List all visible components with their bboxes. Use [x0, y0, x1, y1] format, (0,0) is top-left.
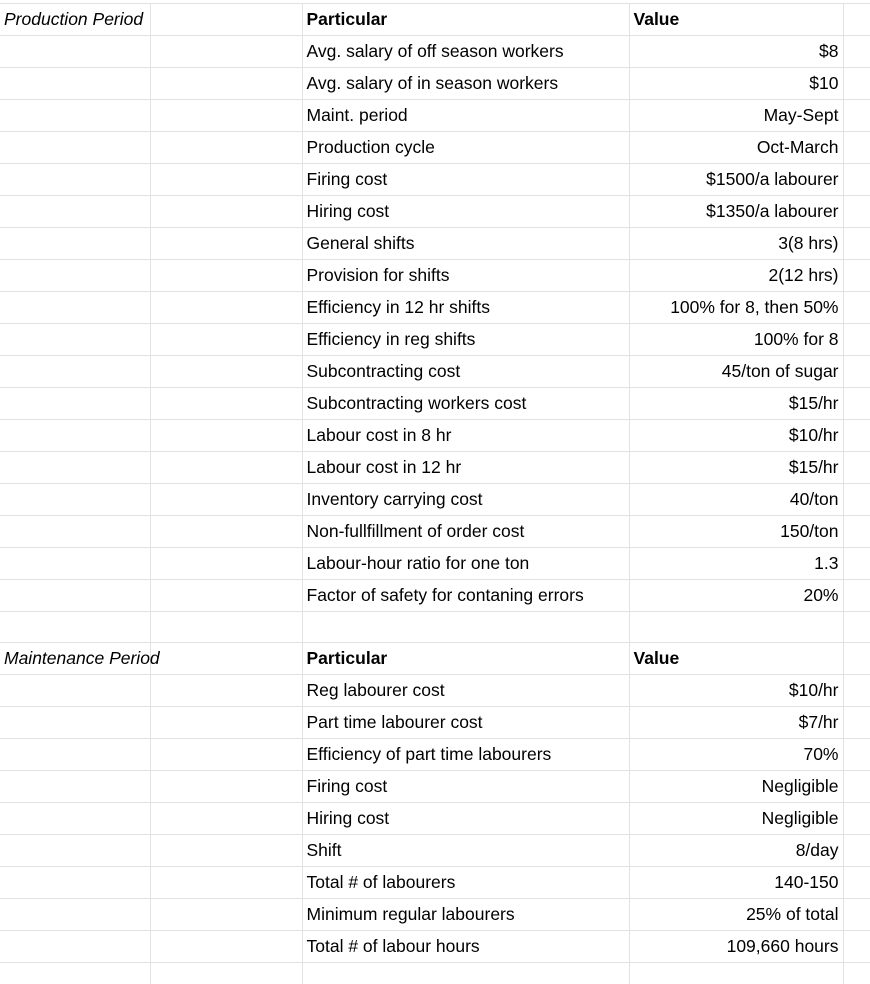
empty-cell[interactable]	[843, 228, 870, 260]
particular-cell[interactable]: Provision for shifts	[302, 260, 629, 292]
table-row	[0, 803, 870, 835]
empty-cell[interactable]	[0, 963, 150, 984]
value-cell[interactable]: 150/ton	[629, 516, 843, 548]
empty-cell[interactable]	[843, 803, 870, 835]
empty-cell[interactable]	[843, 324, 870, 356]
empty-cell[interactable]	[150, 420, 302, 452]
empty-cell[interactable]	[150, 899, 302, 931]
empty-cell[interactable]	[843, 963, 870, 984]
table-row	[0, 931, 870, 963]
particular-cell[interactable]: Subcontracting cost	[302, 356, 629, 388]
table-row	[0, 739, 870, 771]
empty-cell[interactable]	[0, 675, 150, 707]
empty-cell[interactable]	[0, 36, 150, 68]
empty-cell[interactable]	[0, 803, 150, 835]
value-cell[interactable]: 40/ton	[629, 484, 843, 516]
empty-cell[interactable]	[150, 963, 302, 984]
empty-cell[interactable]	[843, 388, 870, 420]
empty-cell[interactable]	[0, 835, 150, 867]
value-cell[interactable]: $7/hr	[629, 707, 843, 739]
empty-cell[interactable]	[150, 324, 302, 356]
empty-cell[interactable]	[150, 835, 302, 867]
particular-cell[interactable]: Maint. period	[302, 100, 629, 132]
empty-cell[interactable]	[150, 452, 302, 484]
empty-cell[interactable]	[843, 4, 870, 36]
empty-cell[interactable]	[0, 420, 150, 452]
empty-cell[interactable]	[0, 484, 150, 516]
table-row	[0, 867, 870, 899]
empty-cell[interactable]	[0, 196, 150, 228]
value-cell[interactable]: 100% for 8	[629, 324, 843, 356]
empty-cell[interactable]	[0, 324, 150, 356]
table-row	[0, 452, 870, 484]
table-row	[0, 196, 870, 228]
empty-cell[interactable]	[0, 228, 150, 260]
empty-cell[interactable]	[843, 931, 870, 963]
empty-cell[interactable]	[843, 196, 870, 228]
empty-cell[interactable]	[0, 771, 150, 803]
particular-cell[interactable]: Production cycle	[302, 132, 629, 164]
maintenance-section-label[interactable]: Maintenance Period	[0, 643, 150, 675]
empty-cell[interactable]	[150, 164, 302, 196]
table-row	[0, 100, 870, 132]
particular-cell[interactable]: Avg. salary of in season workers	[302, 68, 629, 100]
empty-cell[interactable]	[150, 36, 302, 68]
table-row	[0, 68, 870, 100]
table-row	[0, 36, 870, 68]
value-cell[interactable]: 109,660 hours	[629, 931, 843, 963]
particular-cell[interactable]: Hiring cost	[302, 803, 629, 835]
value-cell[interactable]: $1350/a labourer	[629, 196, 843, 228]
value-cell[interactable]: $10	[629, 68, 843, 100]
particular-cell[interactable]: General shifts	[302, 228, 629, 260]
value-cell[interactable]: 70%	[629, 739, 843, 771]
empty-cell[interactable]	[150, 516, 302, 548]
empty-cell[interactable]	[0, 516, 150, 548]
table-row	[0, 771, 870, 803]
value-cell[interactable]: 2(12 hrs)	[629, 260, 843, 292]
value-cell[interactable]: $10/hr	[629, 420, 843, 452]
empty-cell[interactable]	[150, 196, 302, 228]
empty-cell[interactable]	[843, 100, 870, 132]
table-row	[0, 260, 870, 292]
empty-cell[interactable]	[843, 739, 870, 771]
empty-cell[interactable]	[843, 580, 870, 612]
particular-cell[interactable]: Reg labourer cost	[302, 675, 629, 707]
table-row	[0, 356, 870, 388]
empty-cell[interactable]	[150, 580, 302, 612]
table-row	[0, 132, 870, 164]
table-row	[0, 292, 870, 324]
empty-cell[interactable]	[150, 356, 302, 388]
empty-cell[interactable]	[150, 739, 302, 771]
value-header[interactable]: Value	[629, 643, 843, 675]
empty-cell[interactable]	[0, 899, 150, 931]
empty-cell[interactable]	[843, 452, 870, 484]
value-header[interactable]: Value	[629, 4, 843, 36]
value-cell[interactable]: $15/hr	[629, 452, 843, 484]
empty-cell[interactable]	[843, 612, 870, 643]
value-cell[interactable]: 8/day	[629, 835, 843, 867]
table-row	[0, 580, 870, 612]
particular-header[interactable]: Particular	[302, 643, 629, 675]
production-section-label[interactable]: Production Period	[0, 4, 150, 36]
particular-cell[interactable]: Shift	[302, 835, 629, 867]
value-cell[interactable]: 3(8 hrs)	[629, 228, 843, 260]
empty-cell[interactable]	[302, 612, 629, 643]
particular-cell[interactable]: Total # of labourers	[302, 867, 629, 899]
value-cell[interactable]: $8	[629, 36, 843, 68]
particular-cell[interactable]: Labour cost in 8 hr	[302, 420, 629, 452]
empty-cell[interactable]	[0, 164, 150, 196]
value-cell[interactable]: $1500/a labourer	[629, 164, 843, 196]
empty-cell[interactable]	[0, 739, 150, 771]
empty-cell[interactable]	[0, 707, 150, 739]
empty-cell[interactable]	[150, 707, 302, 739]
empty-cell[interactable]	[0, 132, 150, 164]
empty-row	[0, 963, 870, 984]
table-row	[0, 484, 870, 516]
empty-cell[interactable]	[150, 643, 302, 675]
particular-cell[interactable]: Efficiency of part time labourers	[302, 739, 629, 771]
table-row	[0, 548, 870, 580]
table-row	[0, 835, 870, 867]
empty-cell[interactable]	[629, 612, 843, 643]
empty-cell[interactable]	[0, 292, 150, 324]
empty-cell[interactable]	[0, 931, 150, 963]
empty-cell[interactable]	[0, 580, 150, 612]
empty-cell[interactable]	[843, 356, 870, 388]
particular-cell[interactable]: Total # of labour hours	[302, 931, 629, 963]
table-row	[0, 388, 870, 420]
particular-cell[interactable]: Non-fullfillment of order cost	[302, 516, 629, 548]
empty-cell[interactable]	[843, 68, 870, 100]
value-cell[interactable]: Oct-March	[629, 132, 843, 164]
particular-cell[interactable]: Labour cost in 12 hr	[302, 452, 629, 484]
particular-cell[interactable]: Minimum regular labourers	[302, 899, 629, 931]
empty-cell[interactable]	[629, 963, 843, 984]
particular-cell[interactable]: Inventory carrying cost	[302, 484, 629, 516]
empty-cell[interactable]	[0, 612, 150, 643]
empty-cell[interactable]	[150, 931, 302, 963]
empty-cell[interactable]	[150, 803, 302, 835]
empty-cell[interactable]	[843, 899, 870, 931]
table-row	[0, 324, 870, 356]
particular-header[interactable]: Particular	[302, 4, 629, 36]
table-row	[0, 228, 870, 260]
value-cell[interactable]: Negligible	[629, 803, 843, 835]
value-cell[interactable]: 45/ton of sugar	[629, 356, 843, 388]
empty-cell[interactable]	[843, 548, 870, 580]
particular-cell[interactable]: Part time labourer cost	[302, 707, 629, 739]
table-row	[0, 707, 870, 739]
value-cell[interactable]: 20%	[629, 580, 843, 612]
value-cell[interactable]: 1.3	[629, 548, 843, 580]
empty-cell[interactable]	[843, 420, 870, 452]
empty-cell[interactable]	[843, 771, 870, 803]
value-cell[interactable]: May-Sept	[629, 100, 843, 132]
empty-cell[interactable]	[843, 164, 870, 196]
empty-cell[interactable]	[0, 68, 150, 100]
table-row	[0, 164, 870, 196]
empty-cell[interactable]	[150, 388, 302, 420]
empty-cell[interactable]	[150, 100, 302, 132]
value-cell[interactable]: 140-150	[629, 867, 843, 899]
maintenance-header-row	[0, 643, 870, 675]
empty-row	[0, 612, 870, 643]
particular-cell[interactable]: Factor of safety for contaning errors	[302, 580, 629, 612]
empty-cell[interactable]	[150, 68, 302, 100]
empty-cell[interactable]	[843, 675, 870, 707]
particular-cell[interactable]: Firing cost	[302, 771, 629, 803]
particular-cell[interactable]: Labour-hour ratio for one ton	[302, 548, 629, 580]
empty-cell[interactable]	[150, 548, 302, 580]
empty-cell[interactable]	[843, 484, 870, 516]
empty-cell[interactable]	[302, 963, 629, 984]
value-cell[interactable]: $10/hr	[629, 675, 843, 707]
empty-cell[interactable]	[0, 452, 150, 484]
empty-cell[interactable]	[843, 516, 870, 548]
empty-cell[interactable]	[150, 132, 302, 164]
table-row	[0, 516, 870, 548]
empty-cell[interactable]	[0, 867, 150, 899]
empty-cell[interactable]	[150, 771, 302, 803]
empty-cell[interactable]	[0, 548, 150, 580]
cell-table	[0, 3, 870, 984]
particular-cell[interactable]: Efficiency in reg shifts	[302, 324, 629, 356]
empty-cell[interactable]	[843, 36, 870, 68]
table-row	[0, 899, 870, 931]
production-header-row	[0, 4, 870, 36]
particular-cell[interactable]: Avg. salary of off season workers	[302, 36, 629, 68]
empty-cell[interactable]	[150, 4, 302, 36]
empty-cell[interactable]	[150, 484, 302, 516]
empty-cell[interactable]	[0, 100, 150, 132]
particular-cell[interactable]: Subcontracting workers cost	[302, 388, 629, 420]
empty-cell[interactable]	[843, 835, 870, 867]
table-row	[0, 675, 870, 707]
empty-cell[interactable]	[150, 260, 302, 292]
value-cell[interactable]: $15/hr	[629, 388, 843, 420]
value-cell[interactable]: 25% of total	[629, 899, 843, 931]
particular-cell[interactable]: Firing cost	[302, 164, 629, 196]
table-row	[0, 420, 870, 452]
empty-cell[interactable]	[0, 260, 150, 292]
particular-cell[interactable]: Efficiency in 12 hr shifts	[302, 292, 629, 324]
value-cell[interactable]: Negligible	[629, 771, 843, 803]
empty-cell[interactable]	[150, 292, 302, 324]
empty-cell[interactable]	[150, 867, 302, 899]
empty-cell[interactable]	[0, 388, 150, 420]
empty-cell[interactable]	[843, 260, 870, 292]
empty-cell[interactable]	[0, 356, 150, 388]
empty-cell[interactable]	[843, 292, 870, 324]
empty-cell[interactable]	[843, 707, 870, 739]
value-cell[interactable]: 100% for 8, then 50%	[629, 292, 843, 324]
empty-cell[interactable]	[150, 612, 302, 643]
empty-cell[interactable]	[843, 132, 870, 164]
grid-body	[0, 4, 870, 984]
empty-cell[interactable]	[150, 228, 302, 260]
particular-cell[interactable]: Hiring cost	[302, 196, 629, 228]
empty-cell[interactable]	[843, 867, 870, 899]
empty-cell[interactable]	[843, 643, 870, 675]
empty-cell[interactable]	[150, 675, 302, 707]
